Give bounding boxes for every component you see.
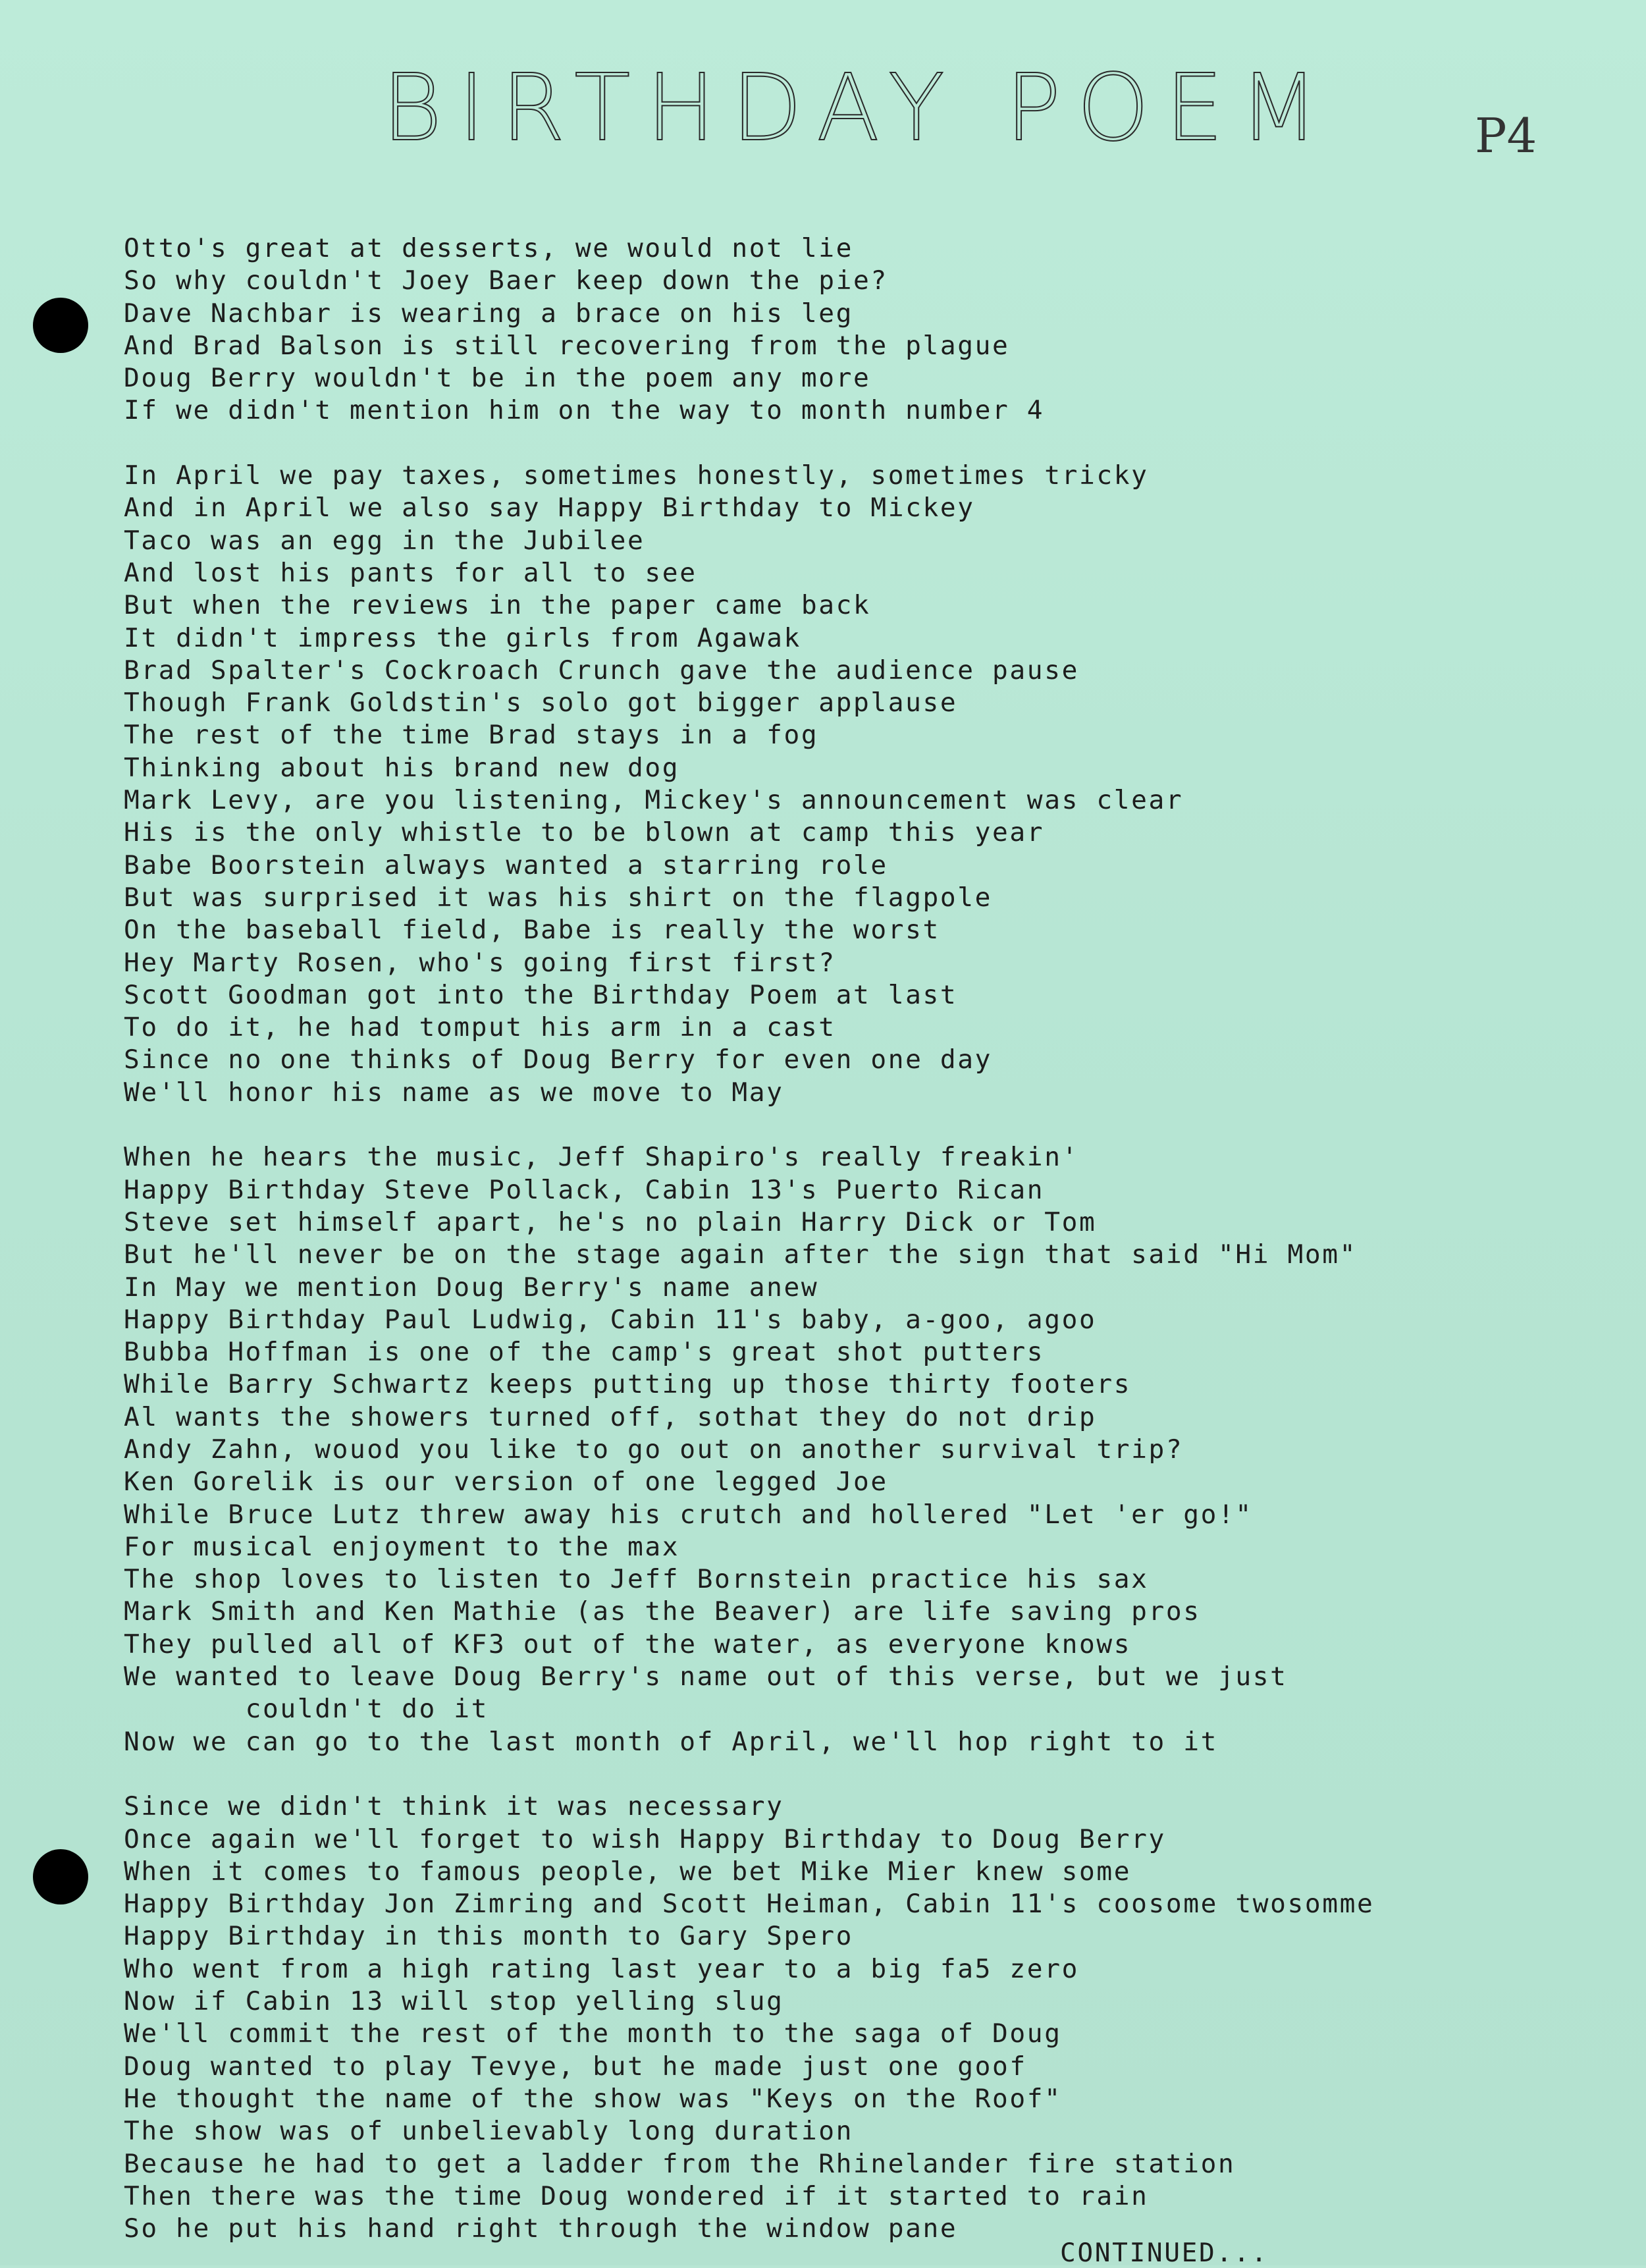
poem-line: The rest of the time Brad stays in a fog — [124, 720, 819, 751]
poem-line: Happy Birthday in this month to Gary Spero — [124, 1921, 854, 1952]
poem-line: But when the reviews in the paper came back — [124, 590, 871, 621]
poem-line: Since no one thinks of Doug Berry for even one day — [124, 1044, 993, 1075]
poem-line: Dave Nachbar is wearing a brace on his leg — [124, 298, 854, 329]
page-number: P4 — [1475, 108, 1537, 163]
poem-line: Scott Goodman got into the Birthday Poem at last — [124, 979, 958, 1010]
poem-line: He thought the name of the show was "Keys on the Roof" — [124, 2083, 1062, 2114]
poem-line: Hey Marty Rosen, who's going first first? — [124, 947, 836, 978]
poem-line: Now we can go to the last month of April, we'll hop right to it — [124, 1726, 1219, 1757]
poem-line: Since we didn't think it was necessary — [124, 1791, 784, 1822]
poem-line: When he hears the music, Jeff Shapiro's really freakin' — [124, 1142, 1079, 1173]
poem-line: On the baseball field, Babe is really the worst — [124, 915, 940, 946]
poem-line: Babe Boorstein always wanted a starring role — [124, 850, 888, 880]
poem-body — [124, 232, 1374, 2245]
stanza-break — [124, 1109, 1374, 1141]
poem-line: We'll commit the rest of the month to the saga of Doug — [124, 2018, 1062, 2049]
poem-line: And in April we also say Happy Birthday to Mickey — [124, 493, 975, 524]
punch-hole-top — [33, 298, 88, 353]
poem-line: Taco was an egg in the Jubilee — [124, 525, 645, 556]
poem-line: Doug Berry wouldn't be in the poem any more — [124, 363, 871, 394]
poem-line: While Bruce Lutz threw away his crutch and hollered "Let 'er go!" — [124, 1499, 1253, 1530]
poem-line: We'll honor his name as we move to May — [124, 1077, 784, 1108]
poem-line: His is the only whistle to be blown at camp this year — [124, 817, 1045, 848]
poem-line: In May we mention Doug Berry's name anew — [124, 1272, 819, 1303]
poem-line: When it comes to famous people, we bet Mike Mier knew some — [124, 1856, 1132, 1887]
poem-line: They pulled all of KF3 out of the water, as everyone knows — [124, 1629, 1132, 1660]
poem-line: Steve set himself apart, he's no plain Harry Dick or Tom — [124, 1206, 1097, 1237]
page-title: BIRTHDAY POEM — [382, 55, 1335, 162]
poem-line: Happy Birthday Paul Ludwig, Cabin 11's baby, a-goo, agoo — [124, 1304, 1097, 1335]
poem-line: In April we pay taxes, sometimes honestly, sometimes tricky — [124, 460, 1149, 491]
poem-line: Brad Spalter's Cockroach Crunch gave the audience pause — [124, 655, 1079, 686]
poem-line: Happy Birthday Steve Pollack, Cabin 13's Puerto Rican — [124, 1174, 1045, 1205]
poem-line: If we didn't mention him on the way to month number 4 — [124, 395, 1045, 426]
poem-line: Then there was the time Doug wondered if it started to rain — [124, 2180, 1149, 2211]
poem-line: And lost his pants for all to see — [124, 557, 697, 588]
poem-line: To do it, he had tomput his arm in a cast — [124, 1012, 836, 1043]
poem-line: Who went from a high rating last year to a big fa5 zero — [124, 1953, 1079, 1984]
poem-line: While Barry Schwartz keeps putting up those thirty footers — [124, 1369, 1132, 1400]
poem-line: Thinking about his brand new dog — [124, 752, 680, 783]
poem-line: It didn't impress the girls from Agawak — [124, 622, 801, 653]
poem-line: But was surprised it was his shirt on the flagpole — [124, 882, 993, 913]
poem-line: So why couldn't Joey Baer keep down the pie? — [124, 265, 888, 296]
poem-line: Because he had to get a ladder from the Rhinelander fire station — [124, 2148, 1236, 2179]
punch-hole-bottom — [33, 1849, 88, 1904]
poem-line: Once again we'll forget to wish Happy Birthday to Doug Berry — [124, 1823, 1166, 1854]
stanza-break — [124, 1758, 1374, 1791]
poem-line: Now if Cabin 13 will stop yelling slug — [124, 1986, 784, 2017]
stanza-break — [124, 427, 1374, 460]
poem-line: Al wants the showers turned off, sothat they do not drip — [124, 1401, 1097, 1432]
poem-line: Though Frank Goldstin's solo got bigger applause — [124, 688, 958, 718]
poem-line: Otto's great at desserts, we would not lie — [124, 233, 854, 263]
poem-line: Happy Birthday Jon Zimring and Scott Heiman, Cabin 11's coosome twosomme — [124, 1889, 1375, 1920]
poem-line: Andy Zahn, wouod you like to go out on another survival trip? — [124, 1434, 1184, 1465]
poem-line: Ken Gorelik is our version of one legged Joe — [124, 1467, 888, 1498]
continued-note: CONTINUED... — [1060, 2238, 1269, 2268]
poem-line: Mark Smith and Ken Mathie (as the Beaver) are life saving pros — [124, 1596, 1201, 1627]
poem-line: Doug wanted to play Tevye, but he made just one goof — [124, 2051, 1027, 2082]
poem-line: couldn't do it — [124, 1694, 489, 1725]
poem-line: And Brad Balson is still recovering from the plague — [124, 330, 1010, 361]
poem-line: Bubba Hoffman is one of the camp's great shot putters — [124, 1337, 1045, 1368]
poem-line: We wanted to leave Doug Berry's name out of this verse, but we just — [124, 1661, 1288, 1692]
poem-line: The show was of unbelievably long duration — [124, 2116, 854, 2147]
poem-line: The shop loves to listen to Jeff Bornstein practice his sax — [124, 1564, 1149, 1595]
poem-line: For musical enjoyment to the max — [124, 1531, 680, 1562]
poem-line: Mark Levy, are you listening, Mickey's announcement was clear — [124, 785, 1184, 816]
poem-line: But he'll never be on the stage again after the sign that said "Hi Mom" — [124, 1239, 1358, 1270]
poem-line: So he put his hand right through the window pane — [124, 2213, 958, 2244]
